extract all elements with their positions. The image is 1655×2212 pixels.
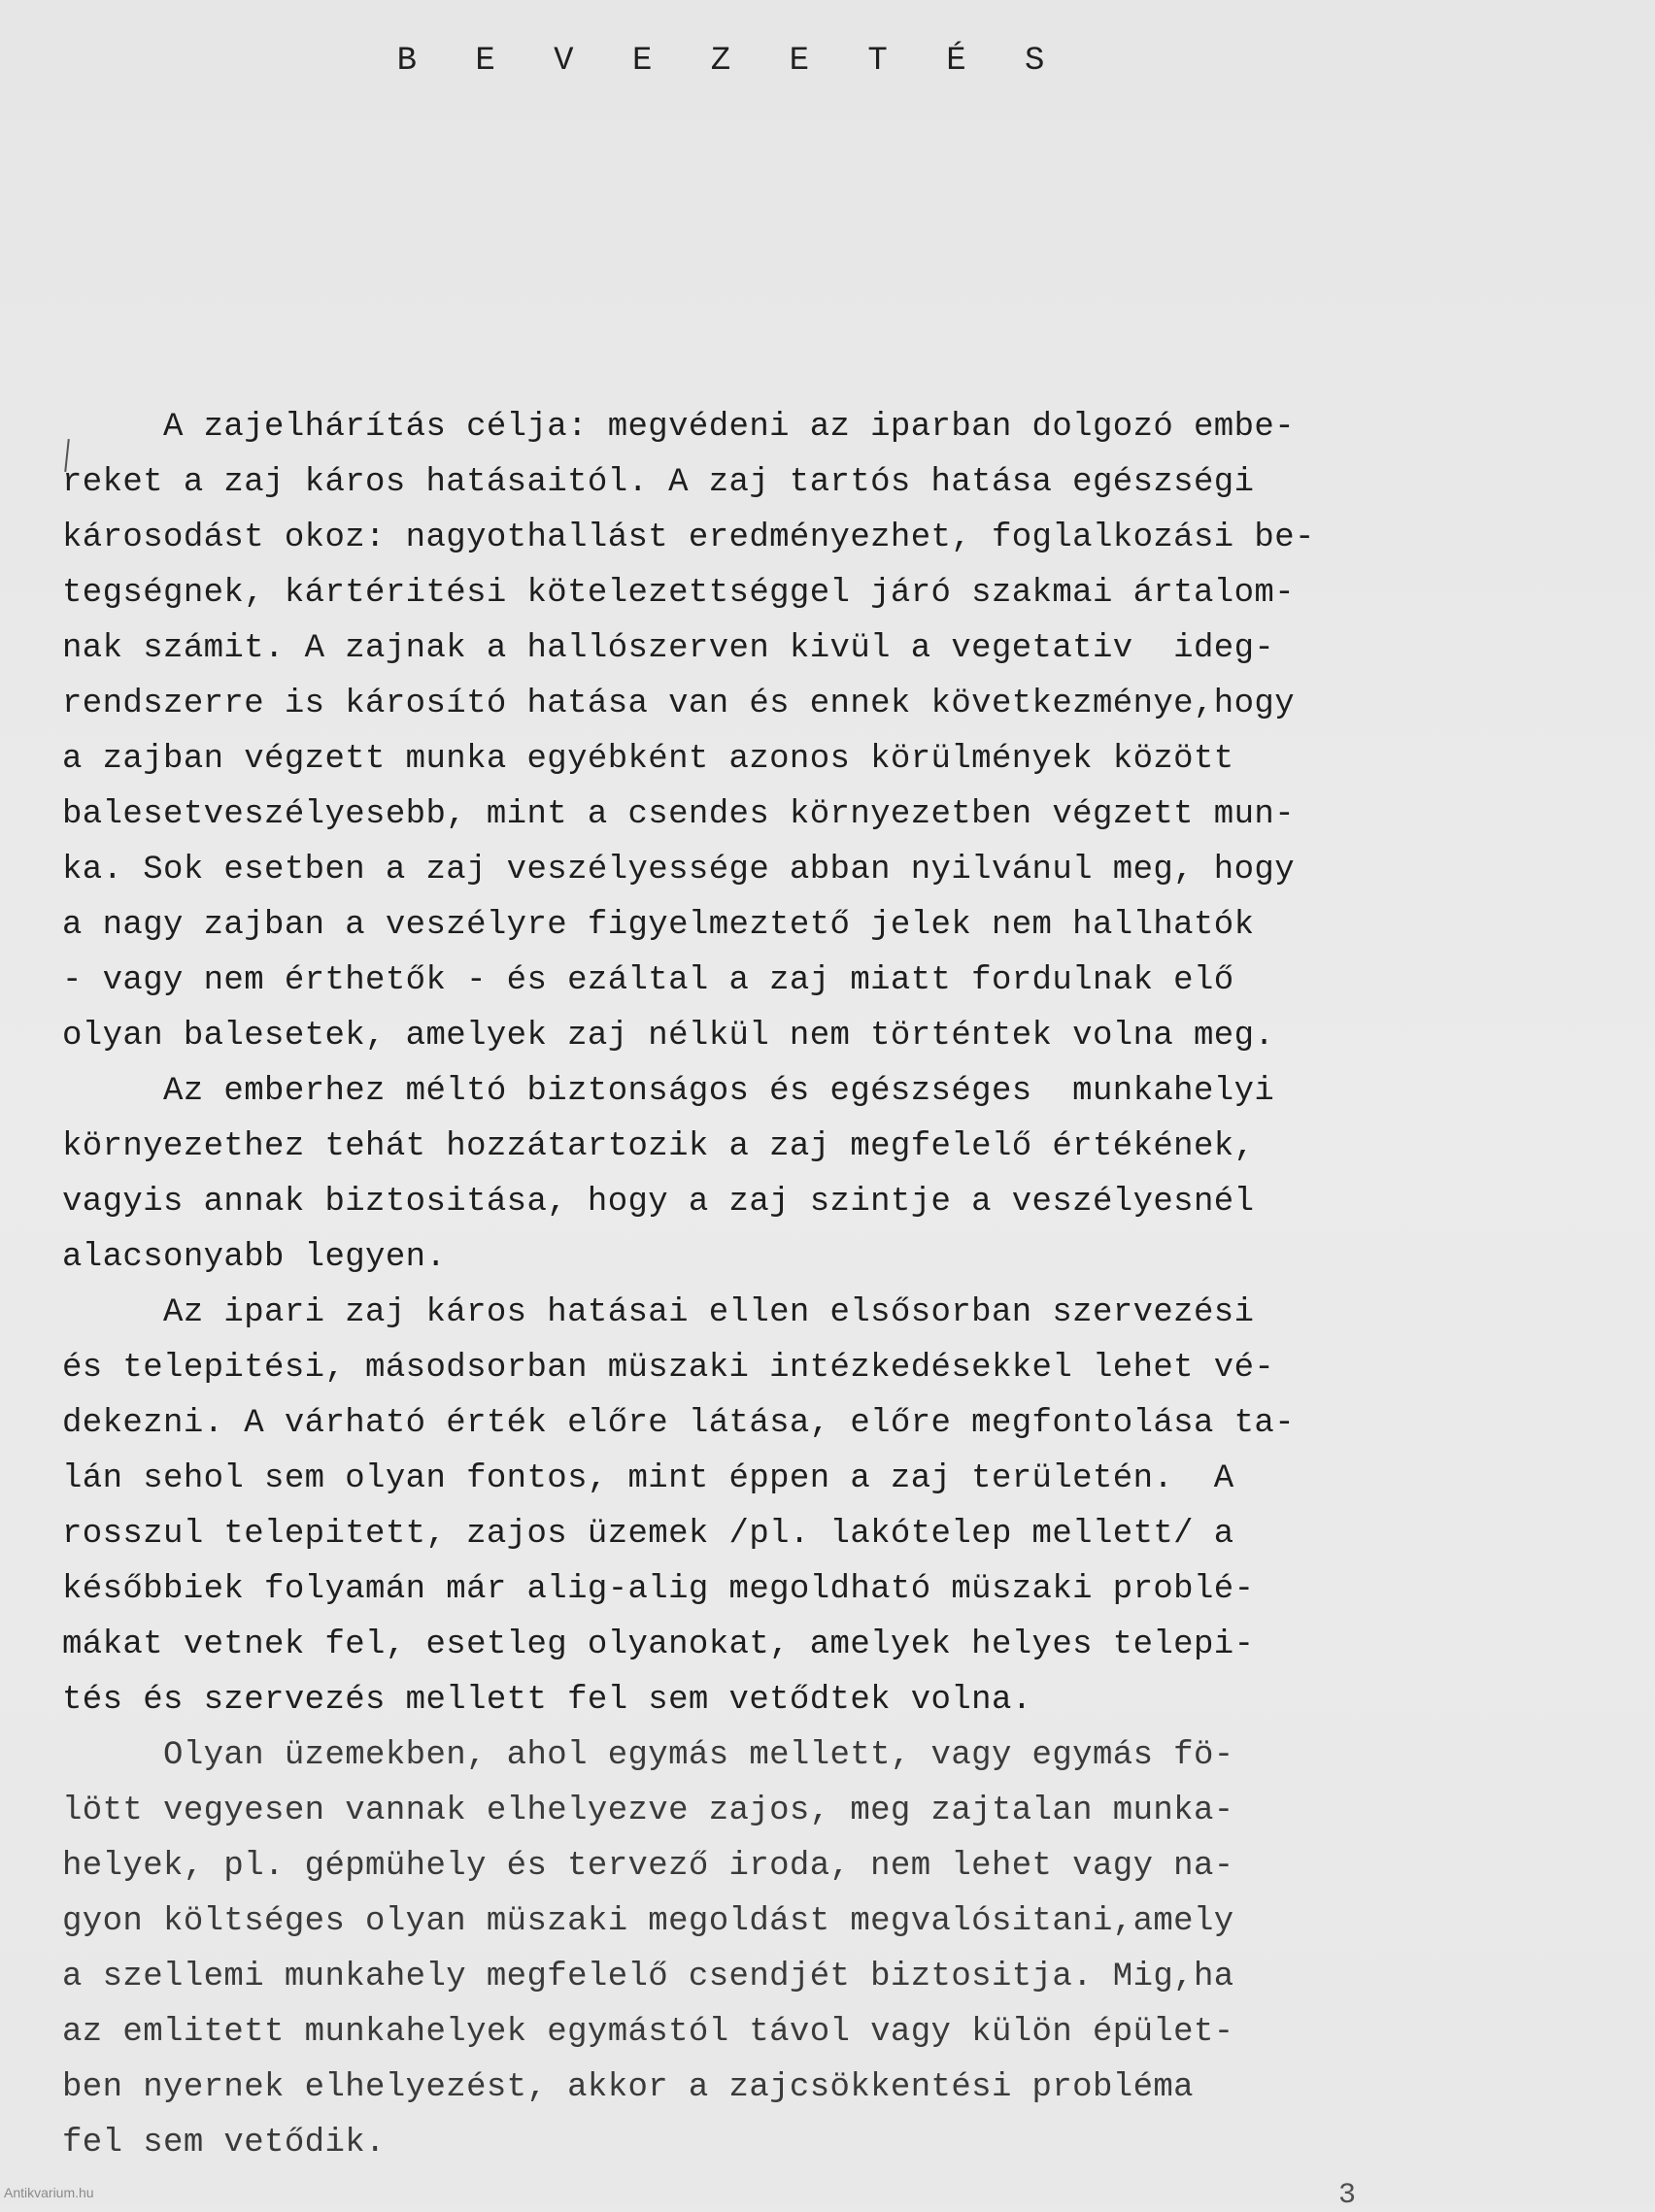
text-line: olyan balesetek, amelyek zaj nélkül nem történtek volna meg. <box>62 1018 1275 1055</box>
text-line: reket a zaj káros hatásaitól. A zaj tartós hatása egészségi <box>62 464 1255 501</box>
text-line: rosszul telepitett, zajos üzemek /pl. lakótelep mellett/ a <box>62 1516 1234 1553</box>
text-line: A zajelhárítás célja: megvédeni az iparban dolgozó embe- <box>62 409 1296 446</box>
text-line: károsodást okoz: nagyothallást eredményezhet, foglalkozási be- <box>62 519 1315 556</box>
body-text <box>62 400 1461 2171</box>
text-line: környezethez tehát hozzátartozik a zaj megfelelő értékének, <box>62 1128 1255 1165</box>
text-line: tés és szervezés mellett fel sem vetődtek volna. <box>62 1682 1032 1719</box>
text-line: tegségnek, kártéritési kötelezettséggel járó szakmai ártalom- <box>62 575 1296 612</box>
text-line: gyon költséges olyan müszaki megoldást megvalósitani,amely <box>62 1903 1234 1940</box>
text-line: balesetveszélyesebb, mint a csendes környezetben végzett mun- <box>62 796 1296 833</box>
text-line: a zajban végzett munka egyébként azonos körülmények között <box>62 741 1234 778</box>
text-line: alacsonyabb legyen. <box>62 1239 447 1276</box>
text-line: későbbiek folyamán már alig-alig megoldható müszaki problé- <box>62 1571 1255 1608</box>
text-line: mákat vetnek fel, esetleg olyanokat, amelyek helyes telepi- <box>62 1626 1255 1663</box>
text-line: Olyan üzemekben, ahol egymás mellett, vagy egymás fö- <box>62 1737 1234 1774</box>
text-line: lött vegyesen vannak elhelyezve zajos, meg zajtalan munka- <box>62 1793 1234 1829</box>
watermark-text: Antikvarium.hu <box>4 2185 94 2200</box>
text-line: rendszerre is károsító hatása van és ennek következménye,hogy <box>62 686 1296 722</box>
text-line: Az emberhez méltó biztonságos és egészséges munkahelyi <box>62 1073 1275 1110</box>
text-line: ben nyernek elhelyezést, akkor a zajcsökkentési probléma <box>62 2069 1194 2106</box>
text-line: dekezni. A várható érték előre látása, előre megfontolása ta- <box>62 1405 1296 1442</box>
text-line: Az ipari zaj káros hatásai ellen elsősorban szervezési <box>62 1294 1255 1331</box>
text-line: a szellemi munkahely megfelelő csendjét biztositja. Mig,ha <box>62 1959 1234 1995</box>
text-line: a nagy zajban a veszélyre figyelmeztető jelek nem hallhatók <box>62 907 1255 944</box>
text-line: lán sehol sem olyan fontos, mint éppen a zaj területén. A <box>62 1460 1234 1497</box>
text-line: helyek, pl. gépmühely és tervező iroda, nem lehet vagy na- <box>62 1848 1234 1885</box>
page-number: 3 <box>1338 2179 1357 2212</box>
text-line: - vagy nem érthetők - és ezáltal a zaj miatt fordulnak elő <box>62 962 1234 999</box>
text-line: ka. Sok esetben a zaj veszélyessége abban nyilvánul meg, hogy <box>62 852 1296 888</box>
text-line: fel sem vetődik. <box>62 2125 386 2162</box>
page-title: B E V E Z E T É S <box>396 43 1064 80</box>
text-line: és telepitési, másodsorban müszaki intézkedésekkel lehet vé- <box>62 1350 1275 1387</box>
text-line: az emlitett munkahelyek egymástól távol vagy külön épület- <box>62 2014 1234 2051</box>
text-line: nak számit. A zajnak a hallószerven kivül a vegetativ ideg- <box>62 630 1275 667</box>
text-line: vagyis annak biztositása, hogy a zaj szintje a veszélyesnél <box>62 1184 1255 1221</box>
